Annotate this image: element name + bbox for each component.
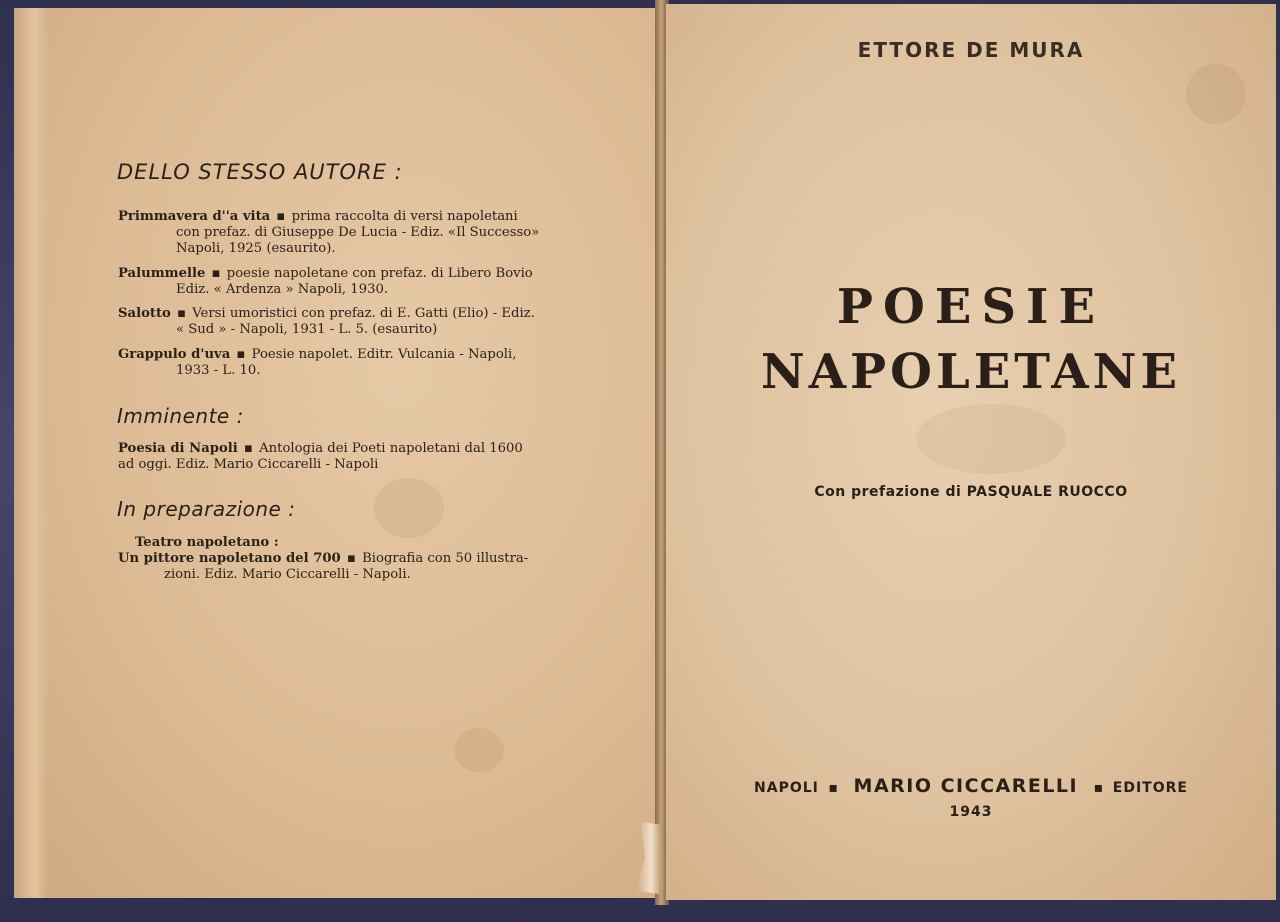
entry-separator: ▪ (243, 441, 253, 456)
publication-year: 1943 (949, 804, 993, 820)
entry-title: Palummelle (118, 266, 206, 281)
preparation-entry (118, 535, 566, 583)
bibliography-entry (118, 266, 566, 298)
heading-imminent: Imminente : (117, 404, 244, 428)
entry-text: Napoli, 1925 (esaurito). (176, 241, 336, 256)
entry-separator: ▪ (211, 266, 221, 281)
paper-stain (1186, 64, 1246, 124)
paper-stain (374, 478, 444, 538)
entry-text: poesie napoletane con prefaz. di Libero Bovio (226, 266, 533, 281)
entry-text: Versi umoristici con prefaz. di E. Gatti (Elio) - Ediz. (192, 306, 535, 321)
heading-preparation: In preparazione : (117, 497, 296, 521)
book-title-line1: POESIE (836, 279, 1106, 335)
entry-text: « Sud » - Napoli, 1931 - L. 5. (esaurito) (176, 322, 438, 337)
entry-text: zioni. Ediz. Mario Ciccarelli - Napoli. (164, 567, 411, 582)
entry-title: Primmavera d''a vita (118, 209, 271, 224)
imprint-publisher: MARIO CICCARELLI (853, 775, 1079, 797)
imprint-editor: EDITORE (1112, 780, 1188, 796)
entry-title: Grappulo d'uva (118, 347, 231, 362)
imminent-entry (118, 441, 566, 473)
entry-title: Teatro napoletano : (135, 535, 279, 550)
entry-separator: ▪ (177, 306, 187, 321)
preface-credit: Con prefazione di PASQUALE RUOCCO (814, 484, 1128, 500)
entry-text: Antologia dei Poeti napoletani dal 1600 (259, 441, 523, 456)
imprint-city: NAPOLI (754, 780, 819, 796)
entry-text: prima raccolta di versi napoletani (291, 209, 518, 224)
heading-same-author: DELLO STESSO AUTORE : (117, 160, 403, 184)
imprint-separator: ▪ (1093, 780, 1104, 796)
entry-text: Poesie napolet. Editr. Vulcania - Napoli, (251, 347, 517, 362)
bibliography-entry (118, 209, 566, 257)
entry-text: con prefaz. di Giuseppe De Lucia - Ediz. «Il Successo» (176, 225, 540, 240)
entry-text: ad oggi. Ediz. Mario Ciccarelli - Napoli (118, 457, 379, 472)
author-name: ETTORE DE MURA (857, 38, 1085, 62)
bibliography-entry (118, 347, 566, 379)
entry-title: Poesia di Napoli (118, 441, 238, 456)
entry-text: 1933 - L. 10. (176, 363, 261, 378)
entry-title: Un pittore napoletano del 700 (118, 551, 341, 566)
entry-separator: ▪ (236, 347, 246, 362)
entry-text: Ediz. « Ardenza » Napoli, 1930. (176, 282, 389, 297)
imprint-separator: ▪ (828, 780, 838, 796)
book-title-line2: NAPOLETANE (760, 344, 1182, 400)
entry-title: Salotto (118, 306, 171, 321)
entry-text: Biografia con 50 illustra- (362, 551, 529, 566)
entry-separator: ▪ (276, 209, 286, 224)
bibliography-entry (118, 306, 566, 338)
entry-separator: ▪ (346, 551, 356, 566)
publisher-imprint (666, 775, 1276, 797)
paper-stain (916, 404, 1066, 474)
paper-stain (454, 728, 504, 772)
right-page (664, 4, 1276, 900)
